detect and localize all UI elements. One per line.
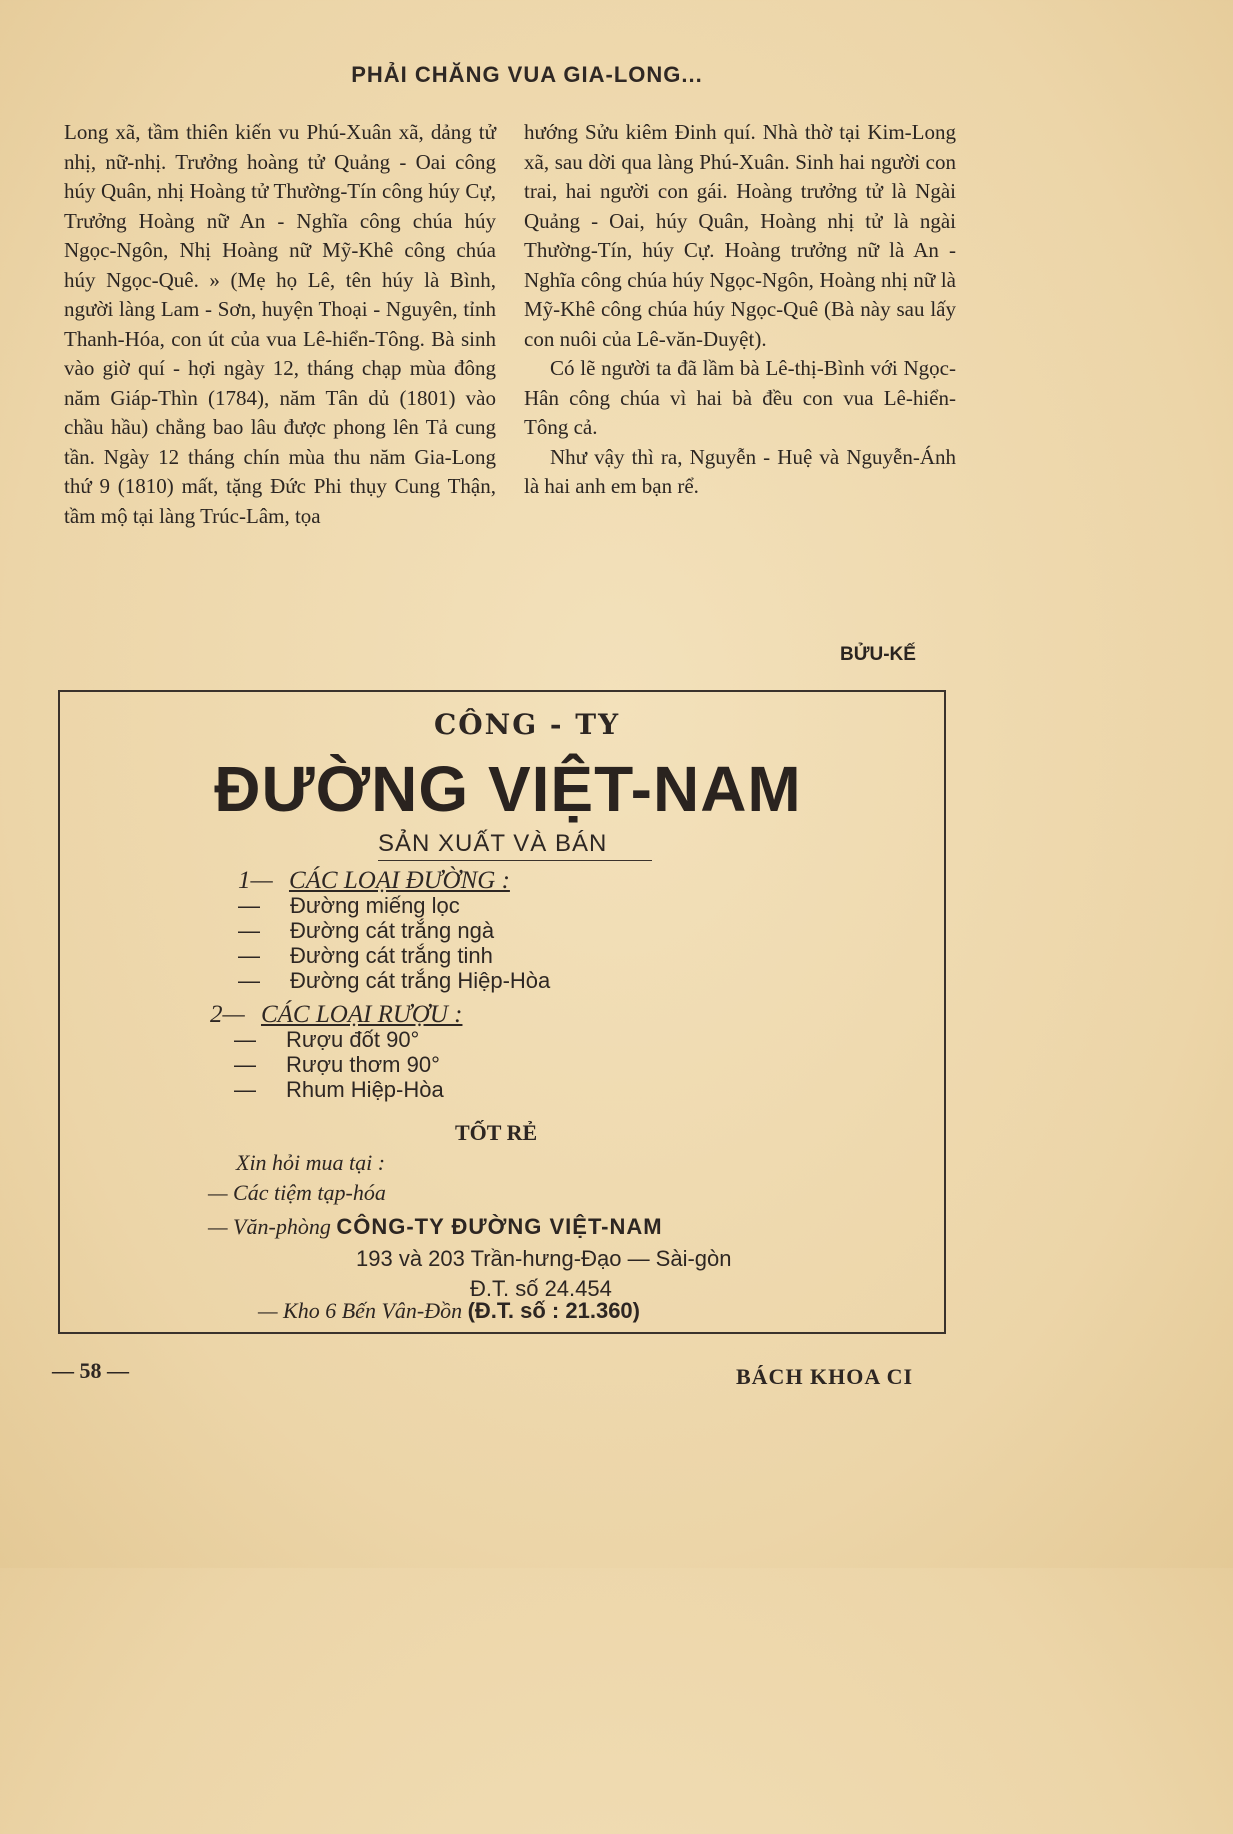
ad-list-item: — Rượu thơm 90° [234, 1052, 440, 1077]
ad-phone: Đ.T. số 24.454 [470, 1276, 612, 1301]
ad-list-item: — Rhum Hiệp-Hòa [234, 1077, 444, 1102]
ad-section-liquor [210, 1002, 462, 1102]
ad-list-item: — Đường cát trắng ngà [238, 918, 495, 943]
ad-brand-name: ĐƯỜNG VIỆT-NAM [214, 753, 802, 825]
ad-section-sugar [238, 868, 550, 993]
ad-item-label: Đường miếng lọc [290, 893, 460, 918]
ad-section-number: 2— [210, 1001, 245, 1028]
page-title: PHẢI CHĂNG VUA GIA-LONG... [351, 62, 703, 87]
ad-section-heading [210, 1002, 462, 1027]
page-number: — 58 — [52, 1358, 129, 1383]
ad-list-item: — Đường miếng lọc [238, 893, 460, 918]
ad-item-label: Đường cát trắng tinh [290, 943, 493, 968]
ad-item-label: Rượu thơm 90° [286, 1052, 440, 1077]
article-paragraph: hướng Sửu kiêm Đinh quí. Nhà thờ tại Kim-Long xã, sau dời qua làng Phú-Xuân. Sinh hai người con trai, hai người con gái. Hoàng trưởng tử là Ngài Quảng - Oai, húy Quân, Hoàng nhị tử là ngài Thường-Tín, húy Cự. Hoàng trưởng nữ là An - Nghĩa công chúa húy Ngọc-Ngôn, Hoàng nhị nữ là Mỹ-Khê công chúa húy Ngọc-Quê (Bà này sau lấy con nuôi của Lê-văn-Duyệt). [524, 120, 956, 351]
ad-section-heading [238, 868, 550, 893]
ad-inquiry: Xin hỏi mua tại : [236, 1150, 386, 1175]
ad-section-number: 1— [238, 867, 273, 894]
ad-slogan: TỐT RẺ [455, 1120, 538, 1145]
article-paragraph: Như vậy thì ra, Nguyễn - Huệ và Nguyễn-Ánh là hai anh em bạn rể. [524, 444, 956, 498]
ad-item-label: Rhum Hiệp-Hòa [286, 1077, 444, 1102]
ad-outlet-office-prefix: — Văn-phòng [208, 1214, 331, 1239]
ad-outlet-stores: — Các tiệm tạp-hóa [208, 1180, 386, 1205]
ad-warehouse-prefix: — Kho 6 Bến Vân-Đồn [258, 1298, 463, 1323]
journal-name: BÁCH KHOA CI [736, 1364, 914, 1389]
ad-list-item: — Rượu đốt 90° [234, 1027, 420, 1052]
ad-list-item: — Đường cát trắng Hiệp-Hòa [238, 968, 551, 993]
article-author: BỬU-KẾ [840, 644, 916, 665]
ad-address: 193 và 203 Trần-hưng-Đạo — Sài-gòn [356, 1246, 732, 1271]
article-left-column [64, 118, 496, 531]
ad-item-label: Đường cát trắng ngà [290, 918, 495, 943]
ad-section-title: CÁC LOẠI RƯỢU : [260, 1001, 463, 1028]
ad-section-title: CÁC LOẠI ĐƯỜNG : [288, 867, 510, 894]
ad-warehouse-phone: (Đ.T. số : 21.360) [467, 1298, 640, 1323]
article-paragraph: Long xã, tầm thiên kiến vu Phú-Xuân xã, dảng tử nhị, nữ-nhị. Trưởng hoàng tử Quảng - Oai công húy Quân, nhị Hoàng tử Thường-Tín công húy Cự, Trưởng Hoàng nữ An - Nghĩa công chúa húy Ngọc-Ngôn, Nhị Hoàng nữ Mỹ-Khê công chúa húy Ngọc-Quê. » (Mẹ họ Lê, tên húy là Bình, người làng Lam - Sơn, huyện Thoại - Nguyên, tỉnh Thanh-Hóa, con út của vua Lê-hiển-Tông. Bà sinh vào giờ quí - hợi ngày 12, tháng chạp mùa đông năm Giáp-Thìn (1784), năm Tân dủ (1801) vào chầu hầu) chẳng bao lâu được phong lên Tả cung tần. Ngày 12 tháng chín mùa thu năm Gia-Long thứ 9 (1810) mất, tặng Đức Phi thụy Cung Thận, tầm mộ tại làng Trúc-Lâm, tọa [64, 120, 496, 528]
ad-office-company-name: CÔNG-TY ĐƯỜNG VIỆT-NAM [336, 1214, 663, 1239]
ad-company-label: CÔNG - TY [433, 708, 621, 741]
article-paragraph: Có lẽ người ta đã lầm bà Lê-thị-Bình với Ngọc-Hân công chúa vì hai bà đều con vua Lê-hiển-Tông cả. [524, 356, 956, 439]
ad-item-label: Rượu đốt 90° [286, 1027, 420, 1052]
ad-item-label: Đường cát trắng Hiệp-Hòa [290, 968, 551, 993]
ad-warehouse [258, 1298, 640, 1324]
ad-subtitle: SẢN XUẤT VÀ BÁN [378, 830, 652, 861]
ad-outlet-office [208, 1214, 663, 1240]
article-right-column [524, 118, 956, 502]
ad-list-item: — Đường cát trắng tinh [238, 943, 493, 968]
